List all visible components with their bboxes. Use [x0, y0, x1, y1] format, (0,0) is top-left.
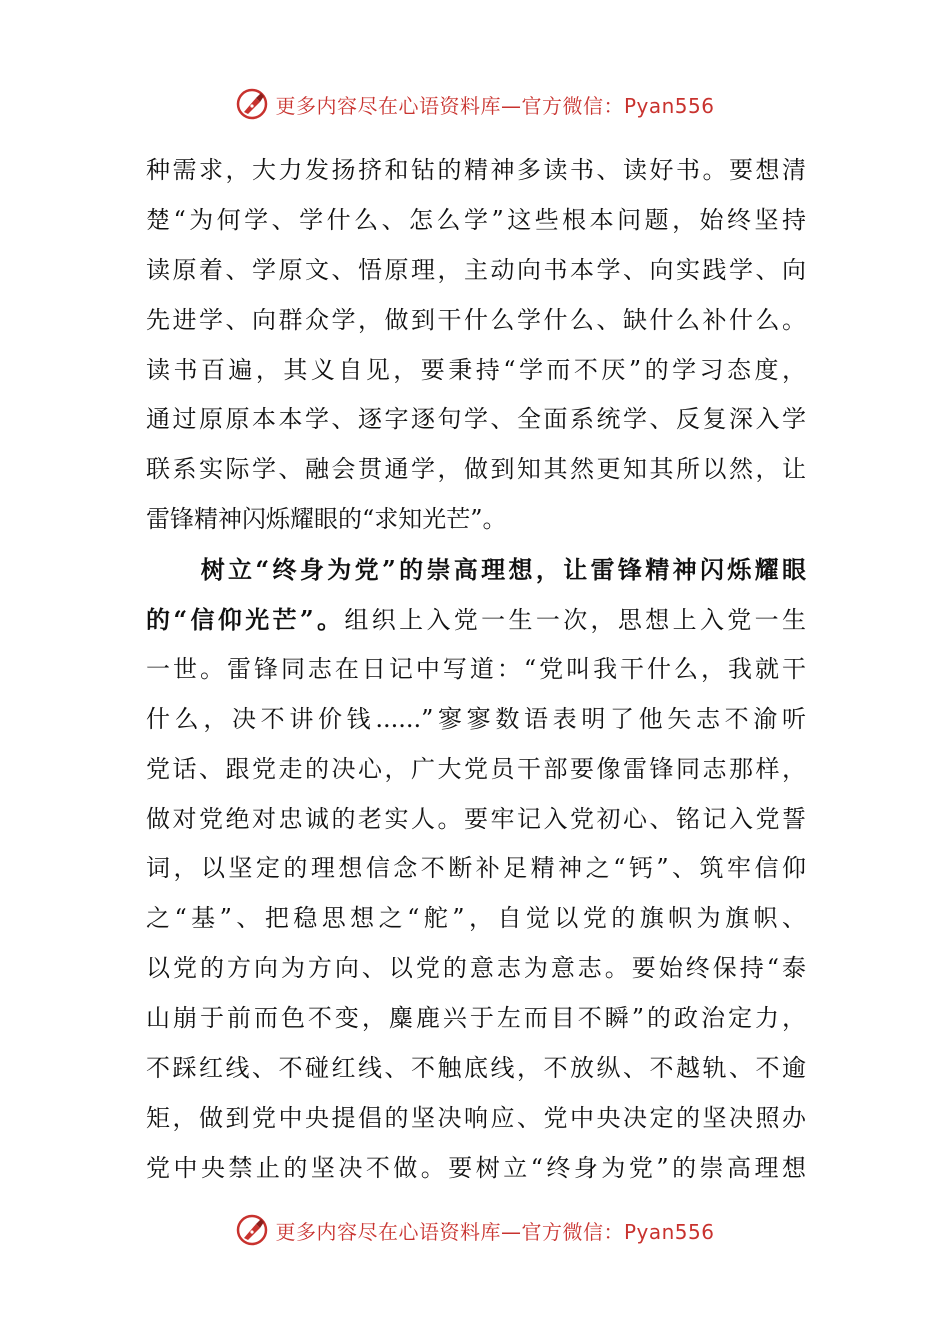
- text-line: 山崩于前而色不变，麋鹿兴于左而目不瞬”的政治定力，: [146, 1004, 806, 1033]
- text-line: 先进学、向群众学，做到干什么学什么、缺什么补什么。: [146, 305, 806, 334]
- text-line: 词，以坚定的理想信念不断补足精神之“钙”、筑牢信仰: [146, 854, 806, 883]
- text-line-tail: 组织上入党一生一次，思想上入党一生: [344, 606, 806, 635]
- text-line: 通过原原本本学、逐字逐句学、全面系统学、反复深入学: [146, 405, 806, 434]
- text-line: 做对党绝对忠诚的老实人。要牢记入党初心、铭记入党誓: [146, 804, 806, 833]
- text-line: 楚“为何学、学什么、怎么学”这些根本问题，始终坚持: [146, 205, 806, 234]
- text-line-mixed: [146, 595, 806, 645]
- header-banner-text: 更多内容尽在心语资料库—官方微信：Pyan556: [275, 93, 715, 118]
- text-line: 之“基”、把稳思想之“舵”，自觉以党的旗帜为旗帜、: [146, 904, 806, 933]
- pen-nib-logo-icon: [235, 1213, 269, 1247]
- header-banner: [0, 84, 950, 124]
- document-body: [146, 146, 806, 1194]
- text-line: 矩，做到党中央提倡的坚决响应、党中央决定的坚决照办: [146, 1103, 806, 1132]
- footer-banner-text: 更多内容尽在心语资料库—官方微信：Pyan556: [275, 1219, 715, 1244]
- text-line: 读书百遍，其义自见，要秉持“学而不厌”的学习态度，: [146, 355, 806, 384]
- text-line: 以党的方向为方向、以党的意志为意志。要始终保持“泰: [146, 954, 806, 983]
- text-line: 联系实际学、融会贯通学，做到知其然更知其所以然，让: [146, 455, 806, 484]
- text-line: 党话、跟党走的决心，广大党员干部要像雷锋同志那样，: [146, 754, 806, 783]
- text-line: 一世。雷锋同志在日记中写道：“党叫我干什么，我就干: [146, 654, 806, 683]
- text-line: 雷锋精神闪烁耀眼的“求知光芒”。: [146, 505, 507, 534]
- pen-nib-logo-icon: [235, 87, 269, 121]
- footer-banner: [0, 1210, 950, 1250]
- text-line: 党中央禁止的坚决不做。要树立“终身为党”的崇高理想: [146, 1153, 806, 1182]
- section-heading-line: 树立“终身为党”的崇高理想，让雷锋精神闪烁耀眼: [146, 555, 806, 585]
- text-line: 种需求，大力发扬挤和钻的精神多读书、读好书。要想清: [146, 156, 806, 184]
- text-line: 什么，决不讲价钱......”寥寥数语表明了他矢志不渝听: [146, 704, 806, 733]
- text-line: 不踩红线、不碰红线、不触底线，不放纵、不越轨、不逾: [146, 1054, 806, 1083]
- text-line: 读原着、学原文、悟原理，主动向书本学、向实践学、向: [146, 255, 806, 284]
- section-heading-tail: 的“信仰光芒”。: [146, 605, 345, 635]
